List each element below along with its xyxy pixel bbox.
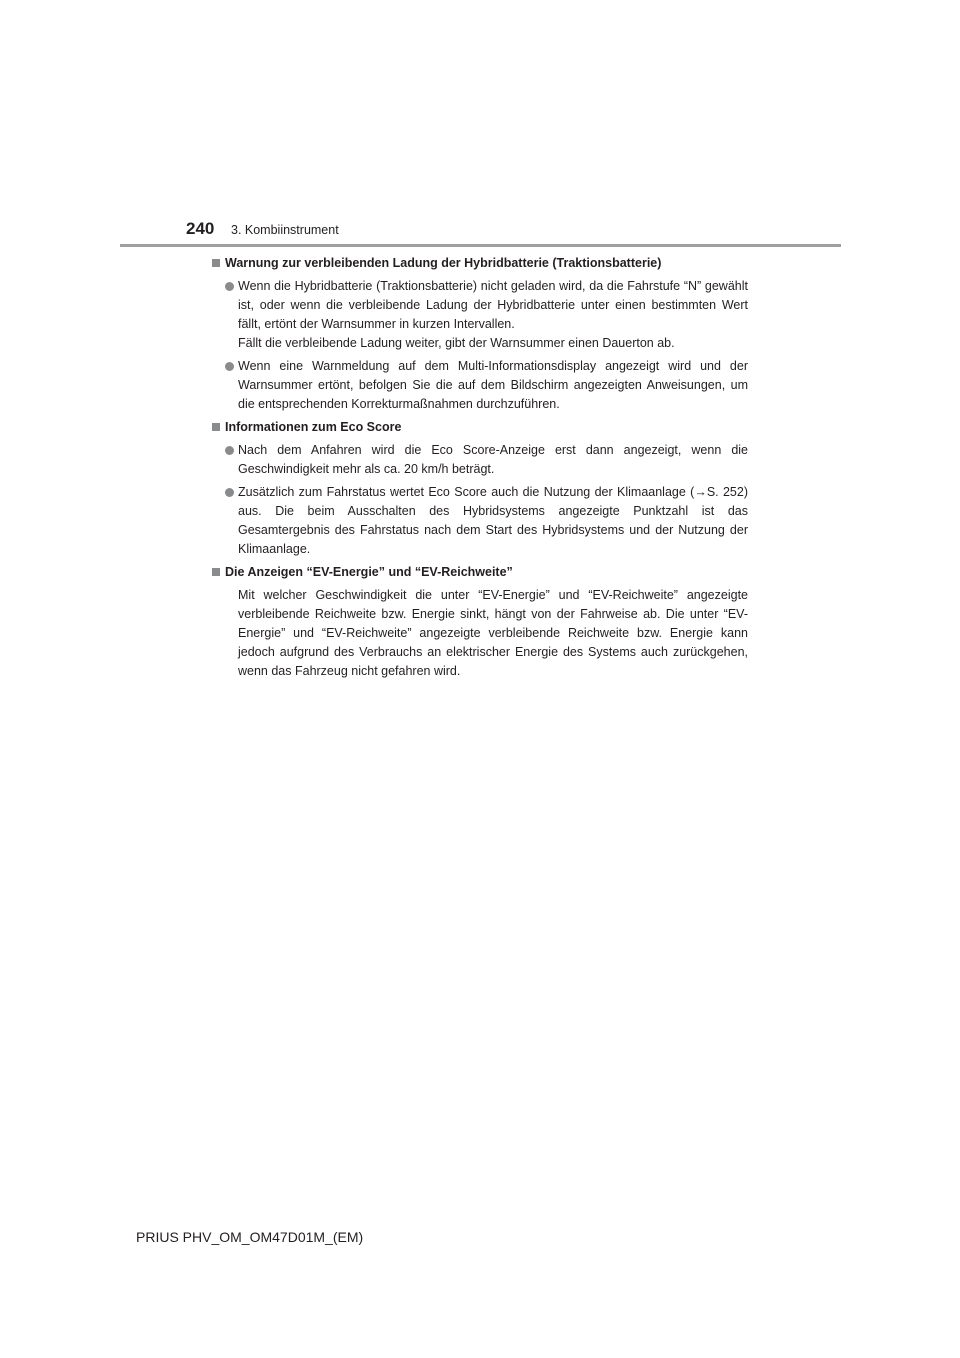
section-heading [212,418,748,437]
section-heading-text: Die Anzeigen “EV-Energie” und “EV-Reichweite” [225,565,513,579]
section-heading-text: Informationen zum Eco Score [225,420,402,434]
bullet-text: Wenn eine Warnmeldung auf dem Multi-Informationsdisplay angezeigt wird und der Warnsummer ertönt, befolgen Sie die auf dem Bildschirm angezeigten Anweisungen, um die entsprechenden Korrekturmaßnahmen durchzuführen. [238,359,748,411]
round-bullet-icon [225,446,234,455]
section-ev-displays [212,563,748,681]
bullet-text: Nach dem Anfahren wird die Eco Score-Anzeige erst dann angezeigt, wenn die Geschwindigkeit mehr als ca. 20 km/h beträgt. [238,443,748,476]
section-paragraph: Mit welcher Geschwindigkeit die unter “EV-Energie” und “EV-Reichweite” angezeigte verbleibende Reichweite bzw. Energie sinkt, hängt von der Fahrweise ab. Die unter “EV-Energie” und “EV-Reichweite” angezeigte verbleibende Reichweite bzw. Energie kann jedoch aufgrund des Verbrauchs an elektrischer Energie des Systems auch zurückgehen, wenn das Fahrzeug nicht gefahren wird. [238,588,748,678]
bullet-item [212,441,748,479]
square-bullet-icon [212,423,220,431]
bullet-text: Zusätzlich zum Fahrstatus wertet Eco Score auch die Nutzung der Klimaanlage (→S. 252) aus. Die beim Ausschalten des Hybridsystems angezeigte Punktzahl ist das Gesamtergebnis des Fahrstatus nach dem Start des Hybridsystems und der Nutzung der Klimaanlage. [238,485,748,556]
bullet-text: Wenn die Hybridbatterie (Traktionsbatterie) nicht geladen wird, da die Fahrstufe “N” gewählt ist, oder wenn die verbleibende Ladung der Hybridbatterie unter einen bestimmten Wert fällt, ertönt der Warnsummer in kurzen Intervallen. [238,279,748,331]
bullet-item [212,357,748,414]
header-rule [120,244,841,247]
document-code: PRIUS PHV_OM_OM47D01M_(EM) [136,1229,364,1245]
bullet-text-continued: Fällt die verbleibende Ladung weiter, gibt der Warnsummer einen Dauerton ab. [238,336,675,350]
square-bullet-icon [212,259,220,267]
section-eco-score [212,418,748,559]
page-content [212,254,748,685]
page-number: 240 [186,219,215,238]
section-battery-warning [212,254,748,414]
bullet-item [212,277,748,353]
section-heading [212,563,748,582]
round-bullet-icon [225,282,234,291]
section-heading [212,254,748,273]
section-heading-text: Warnung zur verbleibenden Ladung der Hybridbatterie (Traktionsbatterie) [225,256,662,270]
square-bullet-icon [212,568,220,576]
chapter-title: 3. Kombiinstrument [231,223,339,237]
bullet-item [212,483,748,559]
round-bullet-icon [225,488,234,497]
round-bullet-icon [225,362,234,371]
